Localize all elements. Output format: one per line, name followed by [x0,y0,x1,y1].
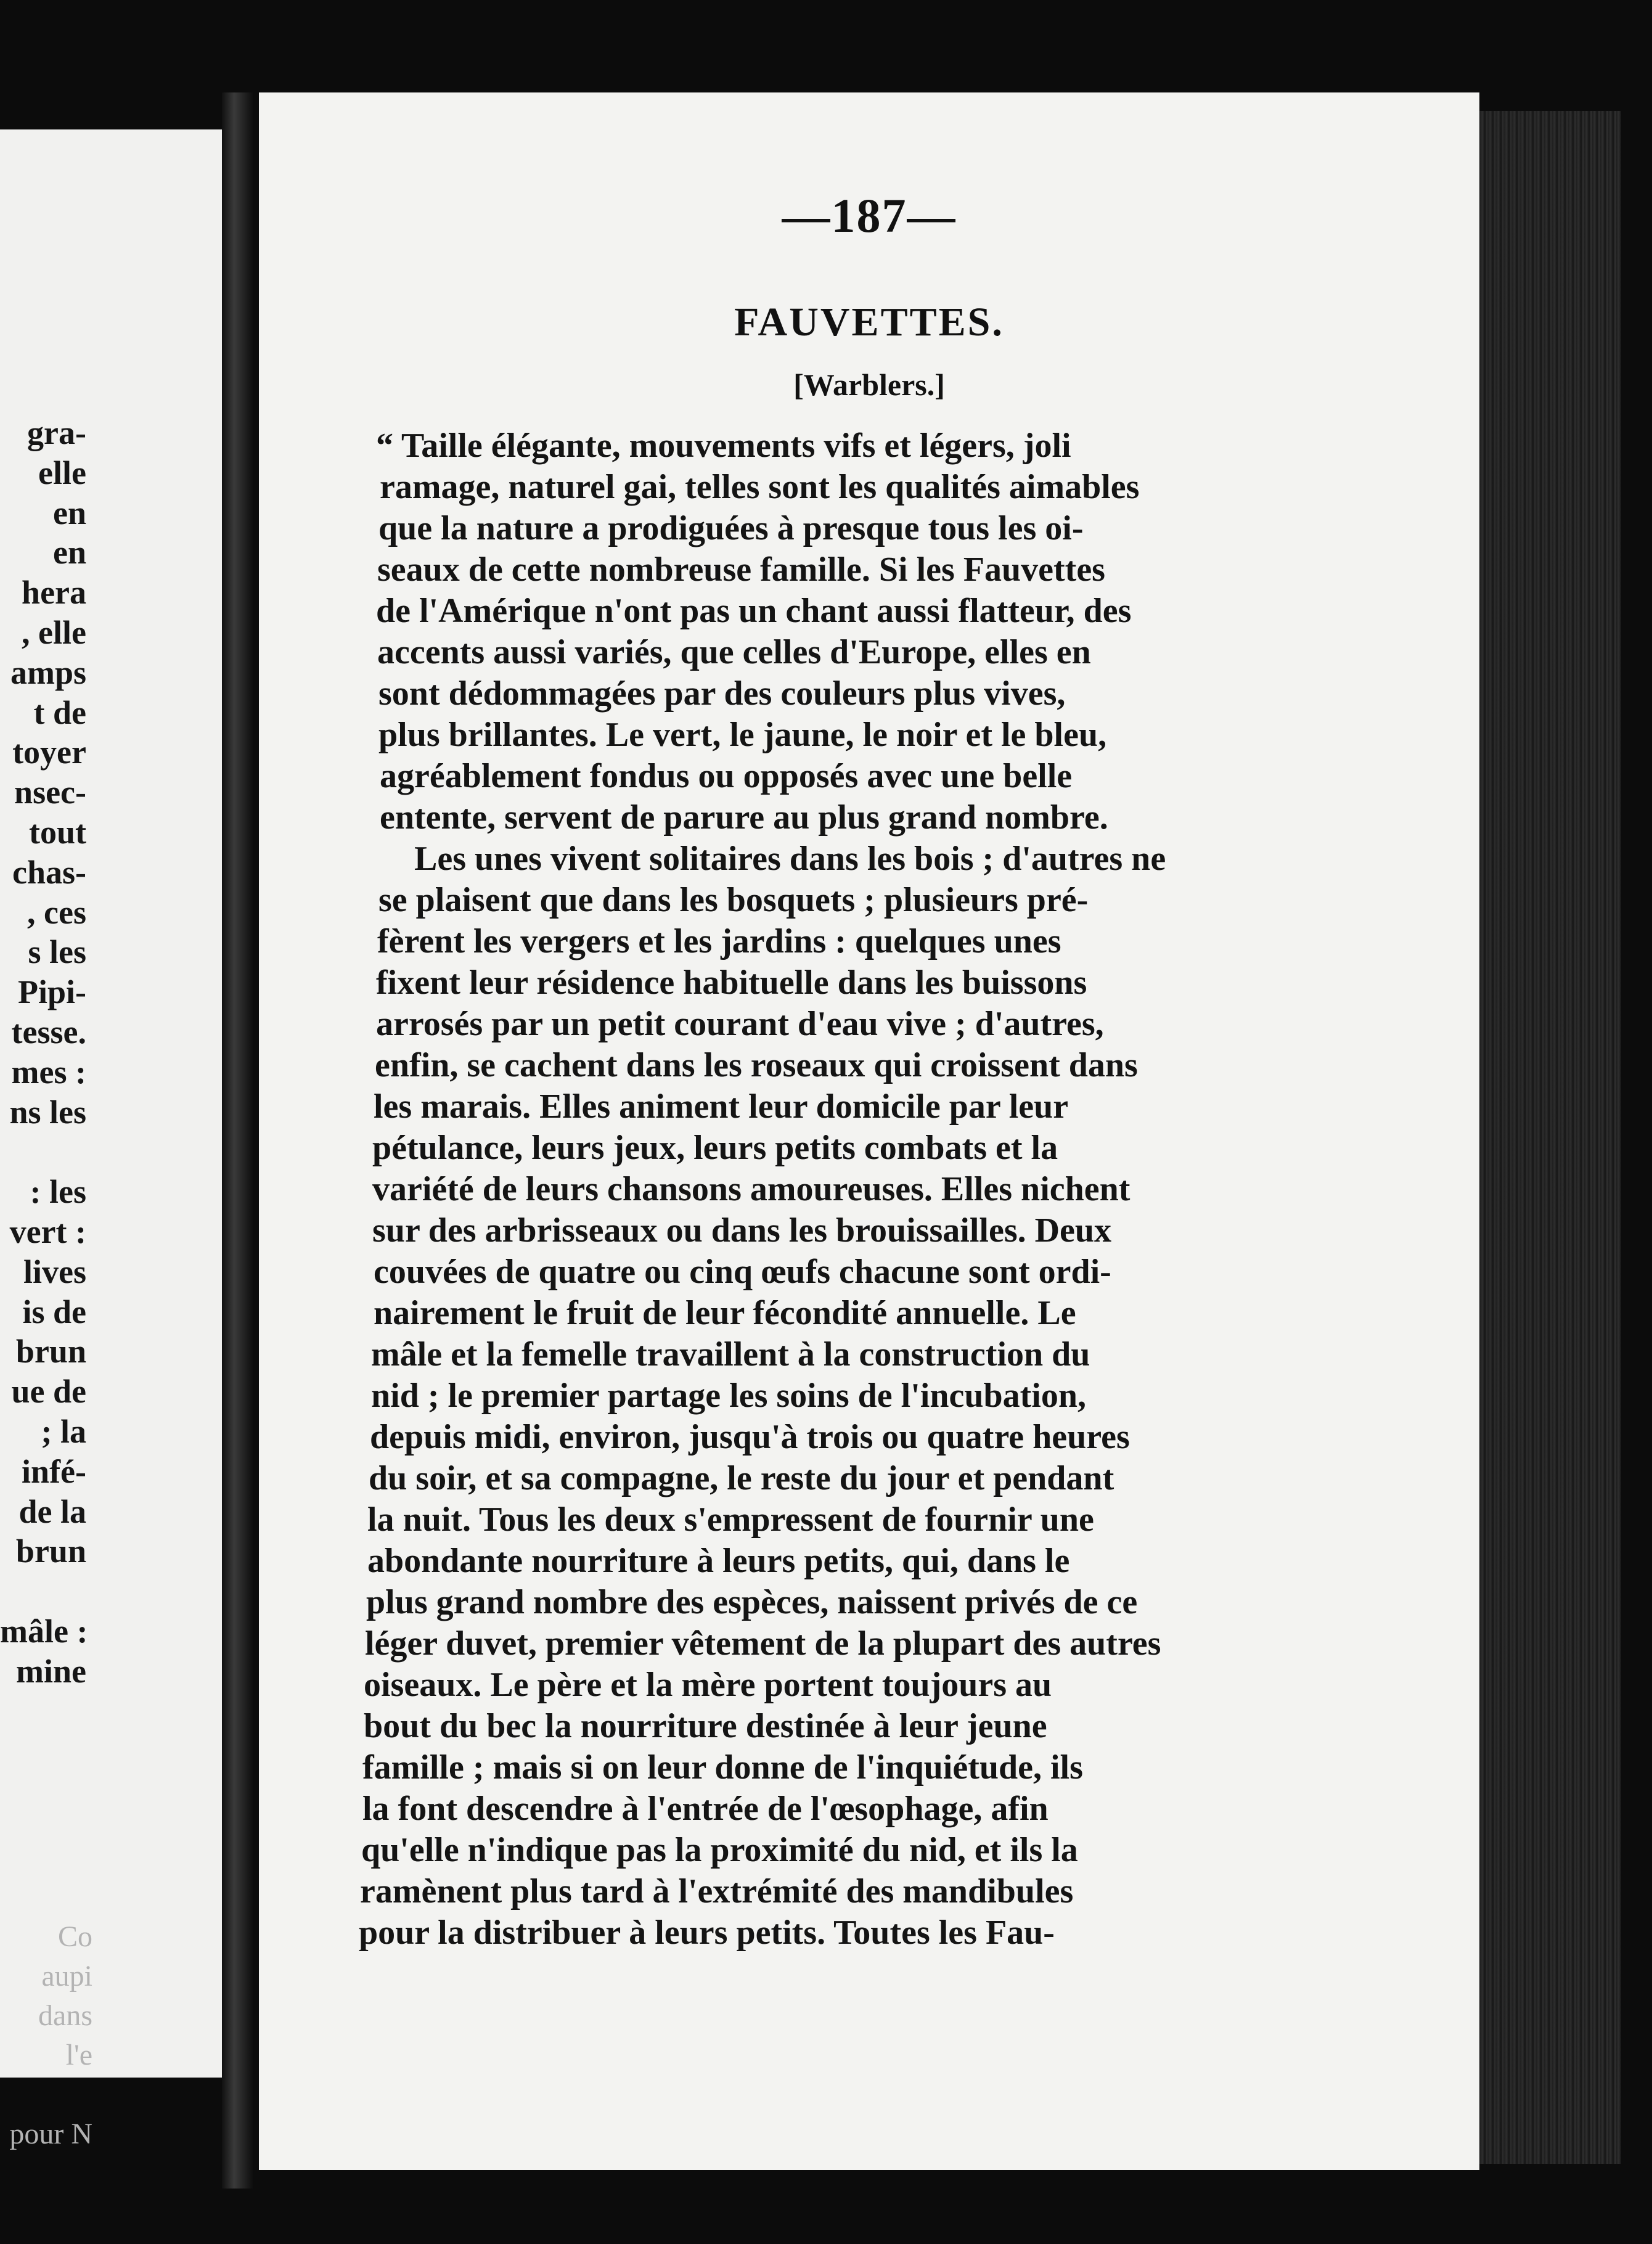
text-line: pour la distribuer à leurs petits. Toutes les Fau- [359,1914,1055,1952]
left-page-faint-fragment: pour N [9,2118,92,2150]
page-number: —187— [782,189,957,242]
text-line: ramage, naturel gai, telles sont les qualités aimables [380,468,1140,506]
left-page-fragment: amps [10,653,86,691]
text-line: qu'elle n'indique pas la proximité du nid, et ils la [361,1831,1078,1869]
left-page-fragment: elle [38,454,86,491]
text-line: bout du bec la nourriture destinée à leur jeune [364,1707,1047,1745]
text-line: Les unes vivent solitaires dans les bois ; d'autres ne [414,840,1166,878]
left-page-fragment: ue de [11,1373,86,1411]
section-heading: FAUVETTES. [734,300,1004,345]
left-page-fragment: Pipi- [17,973,86,1011]
left-page-fragment: mine [16,1652,86,1690]
text-line: entente, servent de parure au plus grand nombre. [380,798,1108,837]
left-page-fragment: t de [33,694,86,731]
text-line: seaux de cette nombreuse famille. Si les Fauvettes [377,551,1105,589]
left-page-fragment: mes : [11,1053,86,1091]
left-page-faint-text [0,1917,92,2154]
left-page-fragment: toyer [12,734,86,771]
text-line: mâle et la femelle travaillent à la construction du [371,1335,1090,1374]
left-page-text-column [0,413,86,1692]
left-page-fragment: tout [29,813,86,851]
left-page-fragment: ; la [41,1412,86,1450]
left-page-fragment: brun [15,1533,86,1570]
left-page-fragment: brun [15,1333,86,1370]
text-line: du soir, et sa compagne, le reste du jour et pendant [369,1459,1114,1497]
left-page-fragment: : les [30,1173,86,1211]
body-text [359,425,1498,1954]
left-page-fragment: chas- [12,853,86,891]
text-line: la font descendre à l'entrée de l'œsophage, afin [362,1790,1049,1828]
section-subheading: [Warblers.] [793,367,945,402]
text-line: ramènent plus tard à l'extrémité des mandibules [360,1872,1074,1910]
left-page-faint-fragment: dans [38,1999,92,2032]
left-page-faint-fragment: Co [57,1920,92,1953]
left-page-faint-fragment [0,2075,92,2115]
text-line: léger duvet, premier vêtement de la plupart des autres [365,1624,1161,1663]
text-line: depuis midi, environ, jusqu'à trois ou quatre heures [370,1418,1130,1456]
left-page-fragment: lives [23,1253,86,1290]
left-page-fragment: s les [28,933,86,971]
text-line: la nuit. Tous les deux s'empressent de fournir une [367,1501,1094,1539]
text-line: enfin, se cachent dans les roseaux qui croissent dans [375,1046,1138,1084]
facing-page-left [0,129,226,2150]
text-line: abondante nourriture à leurs petits, qui, dans le [367,1542,1070,1580]
left-page-fragment: , elle [22,613,86,651]
text-line: accents aussi variés, que celles d'Europe, elles en [377,633,1091,671]
text-line: fixent leur résidence habituelle dans les buissons [376,964,1087,1002]
page-stack-edge [1479,111,1621,2164]
left-page-faint-fragment: aupi [41,1960,92,1992]
left-page-faint-fragment: l'e [65,2039,92,2071]
left-page-fragment: gra- [27,414,86,451]
text-line: se plaisent que dans les bosquets ; plusieurs pré- [378,881,1089,919]
left-page-fragment: is de [22,1293,86,1330]
text-line: couvées de quatre ou cinq œufs chacune sont ordi- [374,1253,1111,1291]
text-line: fèrent les vergers et les jardins : quelques unes [377,922,1061,960]
text-line: les marais. Elles animent leur domicile par leur [374,1087,1069,1126]
text-line: oiseaux. Le père et la mère portent toujours au [364,1666,1052,1704]
text-line: nid ; le premier partage les soins de l'incubation, [371,1377,1086,1415]
left-page-fragment [0,1132,86,1172]
text-line: pétulance, leurs jeux, leurs petits combats et la [372,1129,1058,1167]
left-page-fragment: en [53,494,86,531]
text-line: arrosés par un petit courant d'eau vive ; d'autres, [376,1005,1104,1043]
left-page-fragment [0,1571,86,1611]
left-page-fragment: de la [18,1493,86,1530]
left-page-fragments [0,284,92,2150]
text-line: nairement le fruit de leur fécondité annuelle. Le [374,1294,1076,1332]
left-page-fragment: vert : [9,1213,86,1250]
text-line: famille ; mais si on leur donne de l'inquiétude, ils [362,1748,1083,1787]
left-page-fragment: tesse. [11,1013,86,1050]
left-page-fragment: mâle : [0,1612,88,1650]
text-line: “ Taille élégante, mouvements vifs et légers, joli [376,427,1071,465]
text-line: que la nature a prodiguées à presque tous les oi- [378,509,1084,547]
left-page-fragment: , ces [27,893,86,931]
left-page-fragment: infé- [22,1452,86,1490]
text-line: de l'Amérique n'ont pas un chant aussi flatteur, des [376,592,1132,630]
text-line: agréablement fondus ou opposés avec une belle [380,757,1073,795]
book-page [259,92,1479,2170]
text-line: variété de leurs chansons amoureuses. Elles nichent [372,1170,1131,1208]
left-page-fragment: ns les [9,1093,86,1131]
left-page-fragment: hera [22,574,86,612]
text-line: plus brillantes. Le vert, le jaune, le noir et le bleu, [378,716,1107,754]
binding-gutter [222,92,253,2189]
text-line: sur des arbrisseaux ou dans les brouissailles. Deux [372,1211,1112,1250]
left-page-fragment: en [53,534,86,571]
text-line: sont dédommagées par des couleurs plus vives, [378,674,1066,713]
left-page-fragment: nsec- [14,774,86,811]
text-line: plus grand nombre des espèces, naissent privés de ce [366,1583,1138,1621]
